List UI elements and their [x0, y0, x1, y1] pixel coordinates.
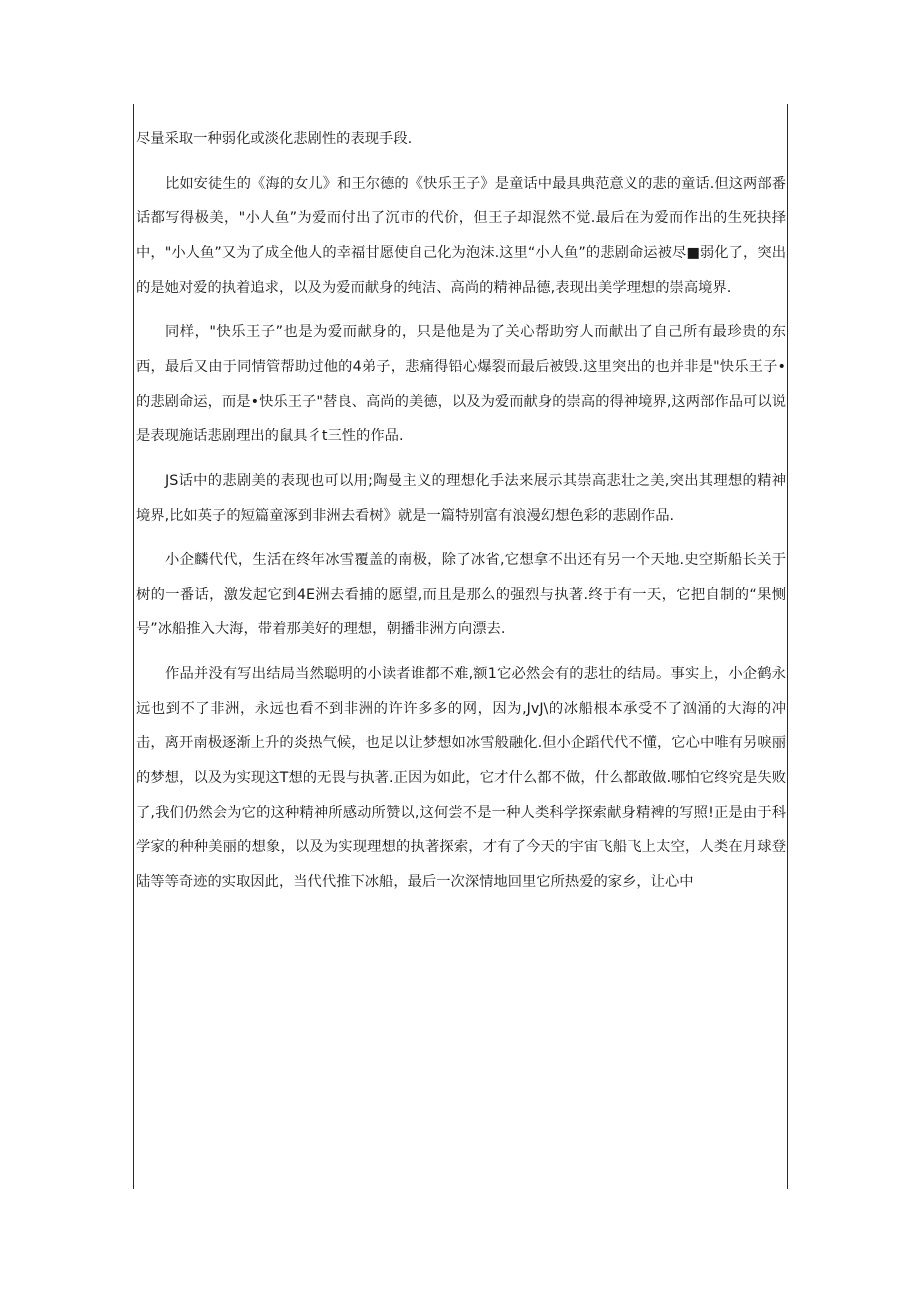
left-border-rule: [133, 104, 134, 1189]
body-text: [136, 122, 786, 899]
paragraph-4: JS话中的悲剧美的表现也可以用;陶曼主义的理想化手法来展示其崇高悲壮之美,突出其理想的精神境界,比如英子的短篇童涿到非洲去看树》就是一篇特别富有浪漫幻想色彩的悲剧作品.: [136, 472, 786, 524]
paragraph-1: 尽量采取一种弱化或淡化悲剧性的表现手段.: [136, 131, 413, 147]
paragraph-5: 小企麟代代，生活在终年冰雪覆盖的南极，除了冰省,它想拿不出还有另一个天地.史空斯船长关于树的一番话，激发起它到4E洲去看捕的愿望,而且是那么的强烈与执著.终于有一天，它把自制的“果恻号”冰船推入大海，带着那美好的理想，朝播非洲方向漂去.: [136, 552, 786, 638]
paragraph-2: 比如安徒生的《海的女儿》和王尔德的《快乐王子》是童话中最具典范意义的悲的童话.但这两部番话都写得极美，"小人鱼”为爱而付出了沉市的代价，但王子却混然不觉.最后在为爱而作出的生死抉择中，"小人鱼”又为了成全他人的幸福甘愿使自己化为泡沫.这里“小人鱼”的悲剧命运被尽■弱化了，突出的是她对爱的执着追求，以及为爱而献身的纯洁、高尚的精神品德,表现出美学理想的崇高境界.: [136, 175, 786, 296]
paragraph-3: 同样，"快乐王子”也是为爱而献身的，只是他是为了关心帮助穷人而献出了自己所有最珍贵的东西，最后又由于同情管帮助过他的4弟子，悲痛得铅心爆裂而最后被毁.这里突出的也并非是"快乐王子•的悲剧命运，而是•快乐王子"替良、高尚的美德，以及为爱而献身的崇高的得神境界,这两部作品可以说是表现施话悲剧理出的鼠具彳t三性的作品.: [136, 324, 786, 445]
right-border-rule: [787, 104, 788, 1189]
paragraph-6: 作品并没有写出结局当然聪明的小读者谁都不难,额1它必然会有的悲壮的结局。事实上，小企鹤永远也到不了非洲，永远也看不到非洲的许许多多的网，因为,JvJ\的冰船根本承受不了汹涌的大海的冲击，离开南极逐渐上升的炎热气候，也足以让梦想如冰雪般融化.但小企蹈代代不懂，它心中唯有另唳丽的梦想，以及为实现这T想的无畏与执著.正因为如此，它才什么都不做，什么都敢做.哪怕它终究是失败了,我们仍然会为它的这种精神所感动所赞以,这何尝不是一种人类科学探索献身精裨的写照!正是由于科学家的种种美丽的想象，以及为实现理想的执著探索，才有了今天的宇宙飞船飞上太空，人类在月球登陆等等奇迹的实取因此，当代代推下冰船，最后一次深情地回里它所热爱的家乡，让心中: [136, 666, 786, 890]
